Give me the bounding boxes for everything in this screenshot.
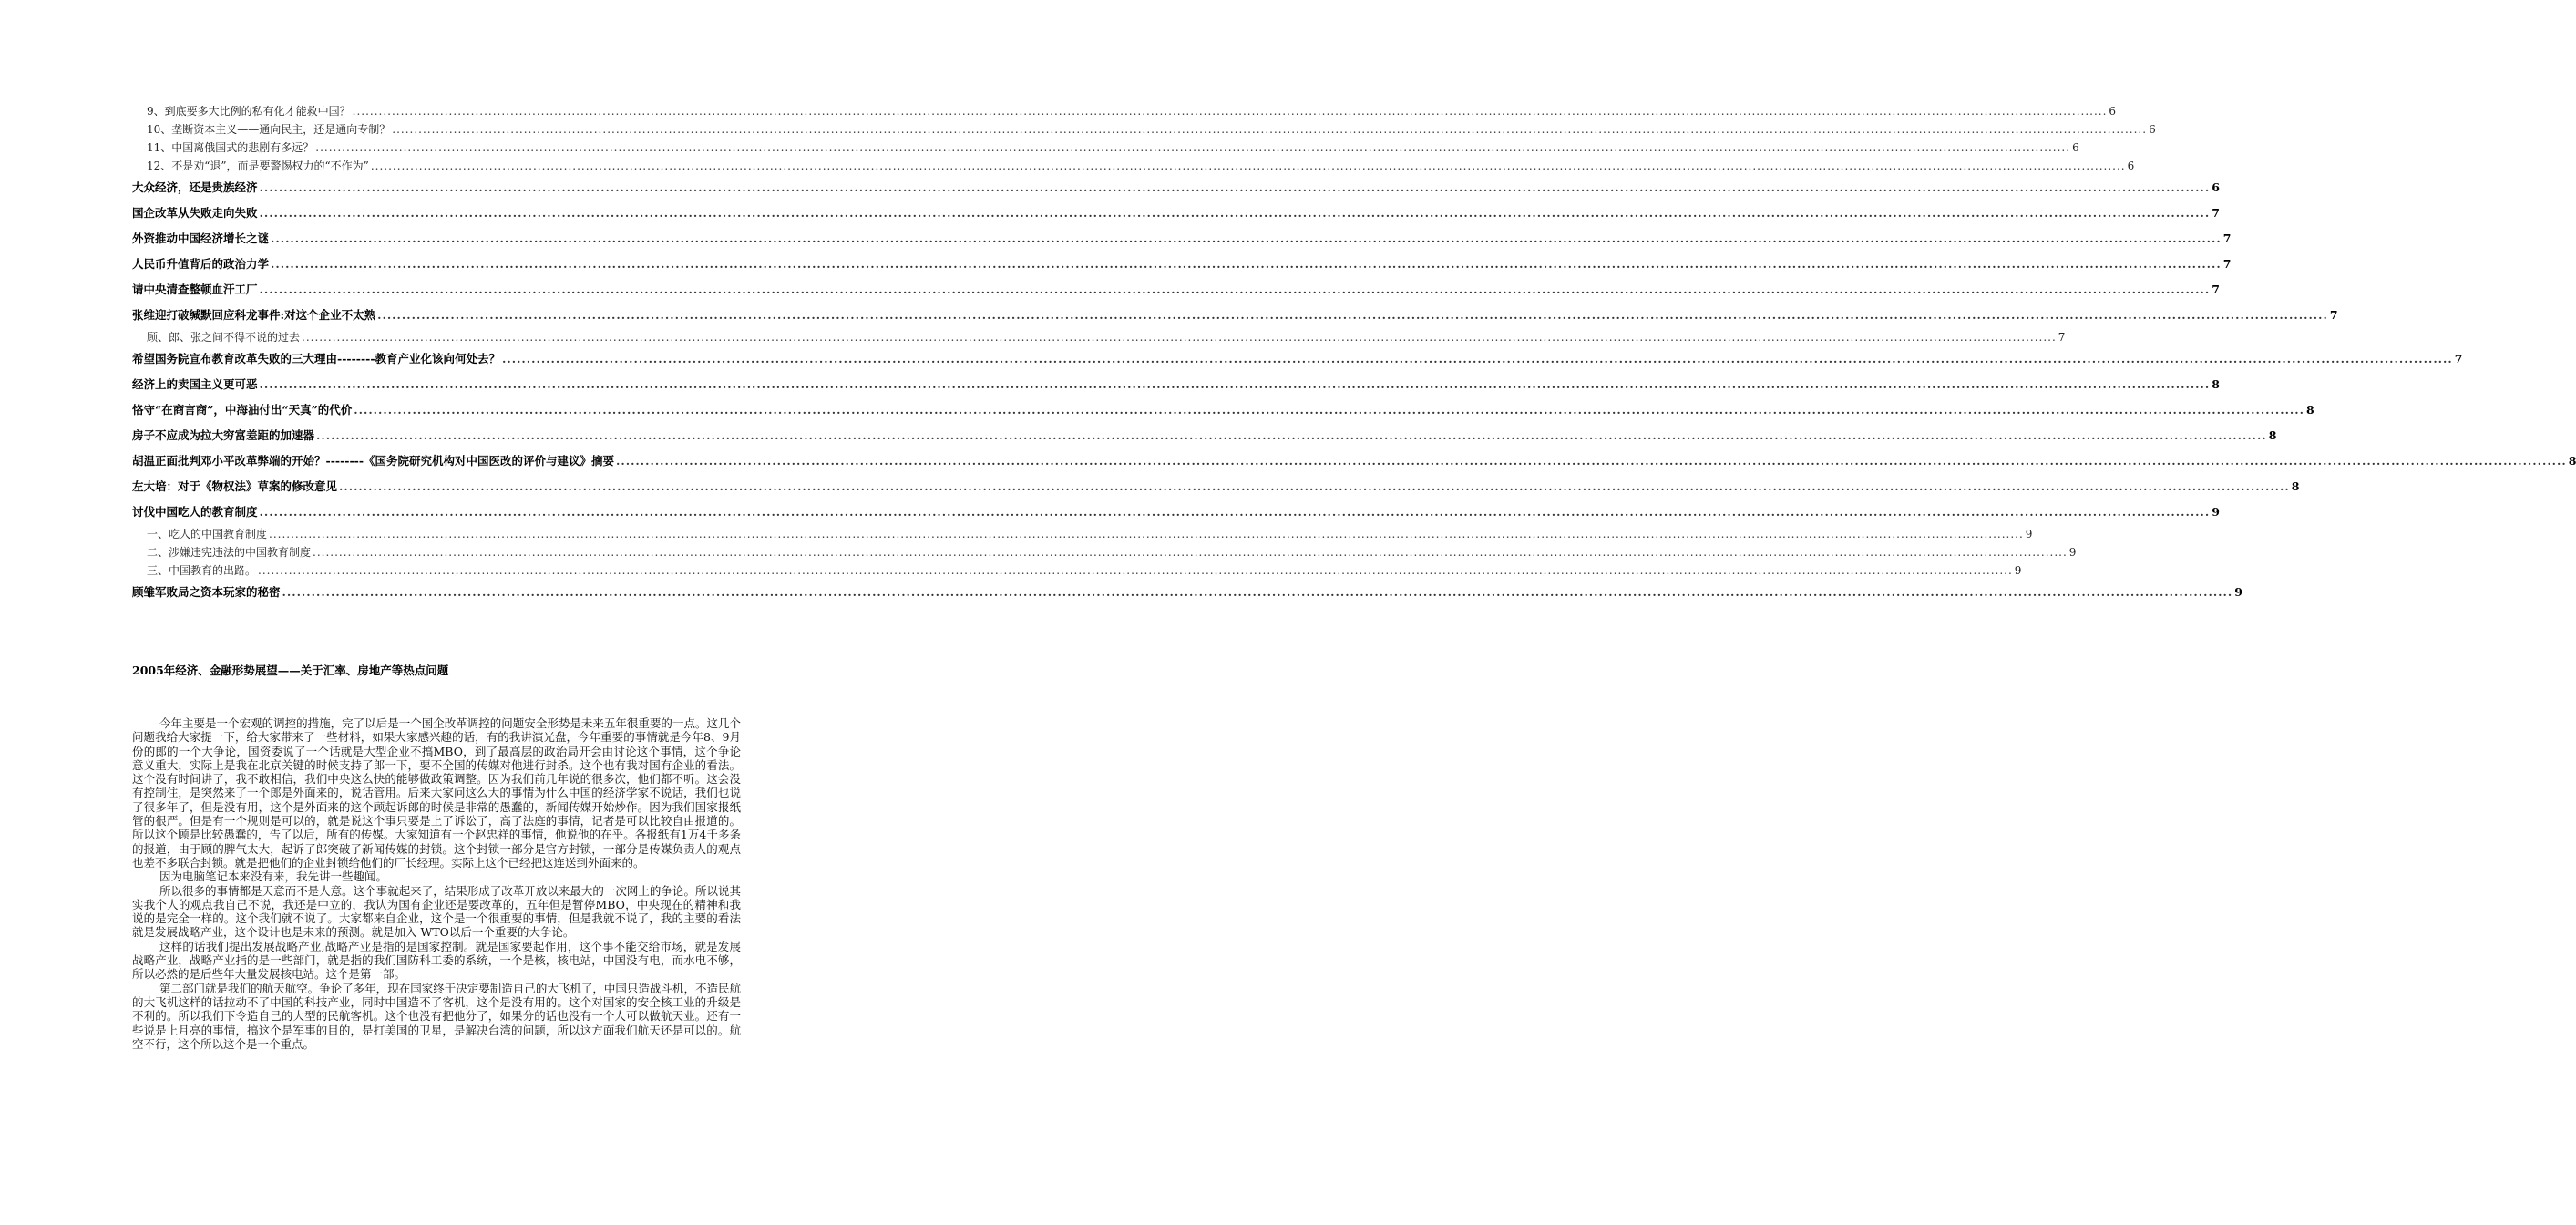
toc-entry[interactable] bbox=[132, 277, 2220, 303]
toc-entry-page: 6 bbox=[2107, 102, 2116, 120]
toc-leader-dots: ................................................................................................................................................................................................................................................................................................................................................................................................................ bbox=[259, 180, 2211, 194]
toc-entry[interactable] bbox=[132, 561, 2022, 580]
toc-leader-dots: ................................................................................................................................................................................................................................................................................................................................................................................................................ bbox=[377, 308, 2328, 322]
toc-leader-dots: ................................................................................................................................................................................................................................................................................................................................................................................................................ bbox=[313, 546, 2068, 559]
toc-entry[interactable] bbox=[132, 120, 2156, 139]
toc-entry[interactable] bbox=[132, 226, 2232, 252]
toc-entry-title: 经济上的卖国主义更可恶 bbox=[132, 372, 260, 397]
toc-entry[interactable] bbox=[132, 252, 2232, 277]
toc-entry-title: 顾雏军败局之资本玩家的秘密 bbox=[132, 580, 282, 605]
paragraph: 第二部门就是我们的航天航空。争论了多年，现在国家终于决定要制造自己的大飞机了，中国只造战斗机，不造民航的大飞机这样的话拉动不了中国的科技产业，同时中国造不了客机，这个是没有用的。这个对国家的安全核工业的升级是不利的。所以我们下令造自己的大型的民航客机。这个也没有把他分了，如果分的话也没有一个人可以做航天业。还有一些说是上月亮的事情，搞这个是军事的目的，是打美国的卫星，是解决台湾的问题，所以这方面我们航天还是可以的。航空不行，这个所以这个是一个重点。 bbox=[132, 981, 741, 1051]
toc-entry-title: 张维迎打破缄默回应科龙事件:对这个企业不太熟 bbox=[132, 303, 377, 328]
toc-entry[interactable] bbox=[132, 372, 2220, 397]
toc-entry-page: 9 bbox=[2210, 499, 2220, 525]
toc-leader-dots: ................................................................................................................................................................................................................................................................................................................................................................................................................ bbox=[282, 585, 2233, 599]
toc-entry-title: 胡温正面批判邓小平改革弊端的开始？--------《国务院研究机构对中国医改的评价与建议》摘要 bbox=[132, 448, 616, 474]
toc-entry-page: 8 bbox=[2210, 372, 2220, 397]
toc-entry[interactable] bbox=[132, 175, 2220, 201]
article-title: 2005年经济、金融形势展望——关于汇率、房地产等热点问题 bbox=[132, 664, 449, 677]
paragraph: 因为电脑笔记本来没有来，我先讲一些趣闻。 bbox=[159, 870, 388, 884]
toc-entry[interactable] bbox=[132, 102, 2117, 120]
toc-leader-dots: ................................................................................................................................................................................................................................................................................................................................................................................................................ bbox=[258, 564, 2013, 577]
toc-leader-dots: ................................................................................................................................................................................................................................................................................................................................................................................................................ bbox=[259, 505, 2211, 519]
toc-entry-title: 顾、郎、张之间不得不说的过去 bbox=[147, 328, 302, 346]
table-of-contents bbox=[132, 102, 2576, 605]
toc-entry-page: 8 bbox=[2567, 448, 2576, 474]
toc-entry-title: 10、垄断资本主义——通向民主，还是通向专制？ bbox=[147, 120, 392, 139]
toc-entry-page: 7 bbox=[2328, 303, 2338, 328]
toc-leader-dots: ................................................................................................................................................................................................................................................................................................................................................................................................................ bbox=[259, 377, 2211, 391]
toc-entry-page: 8 bbox=[2267, 423, 2277, 448]
toc-leader-dots: ................................................................................................................................................................................................................................................................................................................................................................................................................ bbox=[370, 160, 2126, 172]
toc-entry[interactable] bbox=[132, 397, 2314, 423]
toc-entry[interactable] bbox=[132, 346, 2463, 372]
toc-entry-title: 人民币升值背后的政治力学 bbox=[132, 252, 271, 277]
toc-entry[interactable] bbox=[132, 448, 2576, 474]
toc-entry-title: 左大培：对于《物权法》草案的修改意见 bbox=[132, 474, 339, 499]
toc-entry-page: 9 bbox=[2232, 580, 2242, 605]
toc-entry-title: 希望国务院宣布教育改革失败的三大理由--------教育产业化该向何处去？ bbox=[132, 346, 502, 372]
toc-entry-page: 6 bbox=[2210, 175, 2220, 201]
toc-leader-dots: ................................................................................................................................................................................................................................................................................................................................................................................................................ bbox=[271, 257, 2222, 271]
toc-leader-dots: ................................................................................................................................................................................................................................................................................................................................................................................................................ bbox=[616, 454, 2567, 468]
toc-entry-page: 6 bbox=[2126, 157, 2135, 175]
paragraph: 所以很多的事情都是天意而不是人意。这个事就起来了，结果形成了改革开放以来最大的一次网上的争论。所以说其实我个人的观点我自己不说，我还是中立的，我认为国有企业还是要改革的，五年但是暂停MBO，中央现在的精神和我说的是完全一样的。这个我们就不说了。大家都来自企业，这个是一个很重要的事情，但是我就不说了，我的主要的看法就是发展战略产业，这个设计也是未来的预测。就是加入 WTO以后一个重要的大争论。 bbox=[132, 883, 741, 940]
toc-leader-dots: ................................................................................................................................................................................................................................................................................................................................................................................................................ bbox=[339, 479, 2290, 493]
toc-entry-title: 讨伐中国吃人的教育制度 bbox=[132, 499, 260, 525]
toc-entry[interactable] bbox=[132, 543, 2077, 561]
toc-entry-title: 外资推动中国经济增长之谜 bbox=[132, 226, 271, 252]
toc-leader-dots: ................................................................................................................................................................................................................................................................................................................................................................................................................ bbox=[392, 123, 2148, 136]
toc-entry[interactable] bbox=[132, 423, 2277, 448]
toc-entry-page: 6 bbox=[2147, 120, 2156, 139]
toc-entry-page: 9 bbox=[2068, 543, 2077, 561]
toc-entry-title: 恪守“在商言商”，中海油付出“天真”的代价 bbox=[132, 397, 354, 423]
toc-leader-dots: ................................................................................................................................................................................................................................................................................................................................................................................................................ bbox=[354, 403, 2304, 417]
toc-entry[interactable] bbox=[132, 201, 2220, 226]
toc-entry-title: 国企改革从失败走向失败 bbox=[132, 201, 260, 226]
toc-entry-page: 7 bbox=[2210, 201, 2220, 226]
toc-entry-page: 6 bbox=[2070, 139, 2079, 157]
toc-leader-dots: ................................................................................................................................................................................................................................................................................................................................................................................................................ bbox=[316, 428, 2267, 442]
toc-entry-title: 请中央清查整顿血汗工厂 bbox=[132, 277, 260, 303]
toc-entry-title: 一、吃人的中国教育制度 bbox=[147, 525, 269, 543]
toc-leader-dots: ................................................................................................................................................................................................................................................................................................................................................................................................................ bbox=[302, 331, 2057, 344]
toc-entry[interactable] bbox=[132, 474, 2300, 499]
toc-entry-page: 7 bbox=[2057, 328, 2066, 346]
toc-entry[interactable] bbox=[132, 525, 2033, 543]
toc-entry-page: 7 bbox=[2453, 346, 2463, 372]
toc-entry[interactable] bbox=[132, 328, 2066, 346]
toc-entry[interactable] bbox=[132, 303, 2338, 328]
toc-entry-title: 12、不是劝“退”，而是要警惕权力的“不作为” bbox=[147, 157, 371, 175]
toc-leader-dots: ................................................................................................................................................................................................................................................................................................................................................................................................................ bbox=[259, 283, 2211, 296]
toc-entry-page: 7 bbox=[2210, 277, 2220, 303]
toc-entry-title: 大众经济，还是贵族经济 bbox=[132, 175, 260, 201]
toc-entry-page: 7 bbox=[2222, 252, 2232, 277]
article-body bbox=[132, 716, 741, 1051]
toc-leader-dots: ................................................................................................................................................................................................................................................................................................................................................................................................................ bbox=[502, 352, 2453, 365]
toc-entry-title: 三、中国教育的出路。 bbox=[147, 561, 258, 580]
toc-entry-title: 二、涉嫌违宪违法的中国教育制度 bbox=[147, 543, 313, 561]
toc-entry-page: 9 bbox=[2013, 561, 2022, 580]
toc-entry-page: 8 bbox=[2304, 397, 2314, 423]
toc-entry-title: 11、中国离俄国式的悲剧有多远？ bbox=[147, 139, 315, 157]
toc-entry[interactable] bbox=[132, 499, 2220, 525]
toc-entry[interactable] bbox=[132, 139, 2079, 157]
toc-entry-title: 9、到底要多大比例的私有化才能救中国？ bbox=[147, 102, 353, 120]
toc-entry[interactable] bbox=[132, 157, 2135, 175]
toc-entry-page: 9 bbox=[2024, 525, 2033, 543]
toc-leader-dots: ................................................................................................................................................................................................................................................................................................................................................................................................................ bbox=[269, 528, 2024, 540]
paragraph: 今年主要是一个宏观的调控的措施，完了以后是一个国企改革调控的问题安全形势是未来五年很重要的一点。这几个问题我给大家提一下，给大家带来了一些材料，如果大家感兴趣的话，有的我讲演光盘，今年重要的事情就是今年8、9月份的郎的一个大争论，国资委说了一个话就是大型企业不搞MBO，到了最高层的政治局开会由讨论这个事情，这个争论意义重大，实际上是我在北京关键的时候支持了郎一下，要不全国的传媒对他进行封杀。这个也有我对国有企业的看法。这个没有时间讲了，我不敢相信，我们中央这么快的能够做政策调整。因为我们前几年说的很多次，他们都不听。这会没有控制住，是突然来了一个郎是外面来的，说话管用。后来大家问这么大的事情为什么中国的经济学家不说话，我们也说了很多年了，但是没有用，这个是外面来的这个顾起诉郎的时候是非常的愚蠢的，新闻传媒开始炒作。因为我们国家报纸管的很严。但是有一个规则是可以的，就是说这个事只要是上了诉讼了，高了法庭的事情，记者是可以比较自由报道的。所以这个顾是比较愚蠢的，告了以后，所有的传媒。大家知道有一个赵忠祥的事情，他说他的在乎。各报纸有1万4千多条的报道，由于顾的脾气太大，起诉了郎突破了新闻传媒的封锁。这个封锁一部分是官方封锁，一部分是传媒负责人的观点也差不多联合封锁。就是把他们的企业封锁给他们的厂长经理。实际上这个已经把这连送到外面来的。 bbox=[132, 716, 741, 870]
toc-entry-page: 7 bbox=[2222, 226, 2232, 252]
toc-leader-dots: ................................................................................................................................................................................................................................................................................................................................................................................................................ bbox=[315, 141, 2071, 154]
toc-leader-dots: ................................................................................................................................................................................................................................................................................................................................................................................................................ bbox=[352, 105, 2108, 118]
toc-entry[interactable] bbox=[132, 580, 2242, 605]
toc-leader-dots: ................................................................................................................................................................................................................................................................................................................................................................................................................ bbox=[271, 232, 2222, 245]
toc-entry-title: 房子不应成为拉大穷富差距的加速器 bbox=[132, 423, 316, 448]
toc-entry-page: 8 bbox=[2290, 474, 2300, 499]
toc-leader-dots: ................................................................................................................................................................................................................................................................................................................................................................................................................ bbox=[259, 206, 2211, 220]
paragraph: 这样的话我们提出发展战略产业,战略产业是指的是国家控制。就是国家要起作用，这个事不能交给市场，就是发展战略产业，战略产业指的是一些部门，就是指的我们国防科工委的系统，一个是核，核电站，中国没有电，而水电不够，所以必然的是后些年大量发展核电站。这个是第一部。 bbox=[132, 939, 741, 982]
